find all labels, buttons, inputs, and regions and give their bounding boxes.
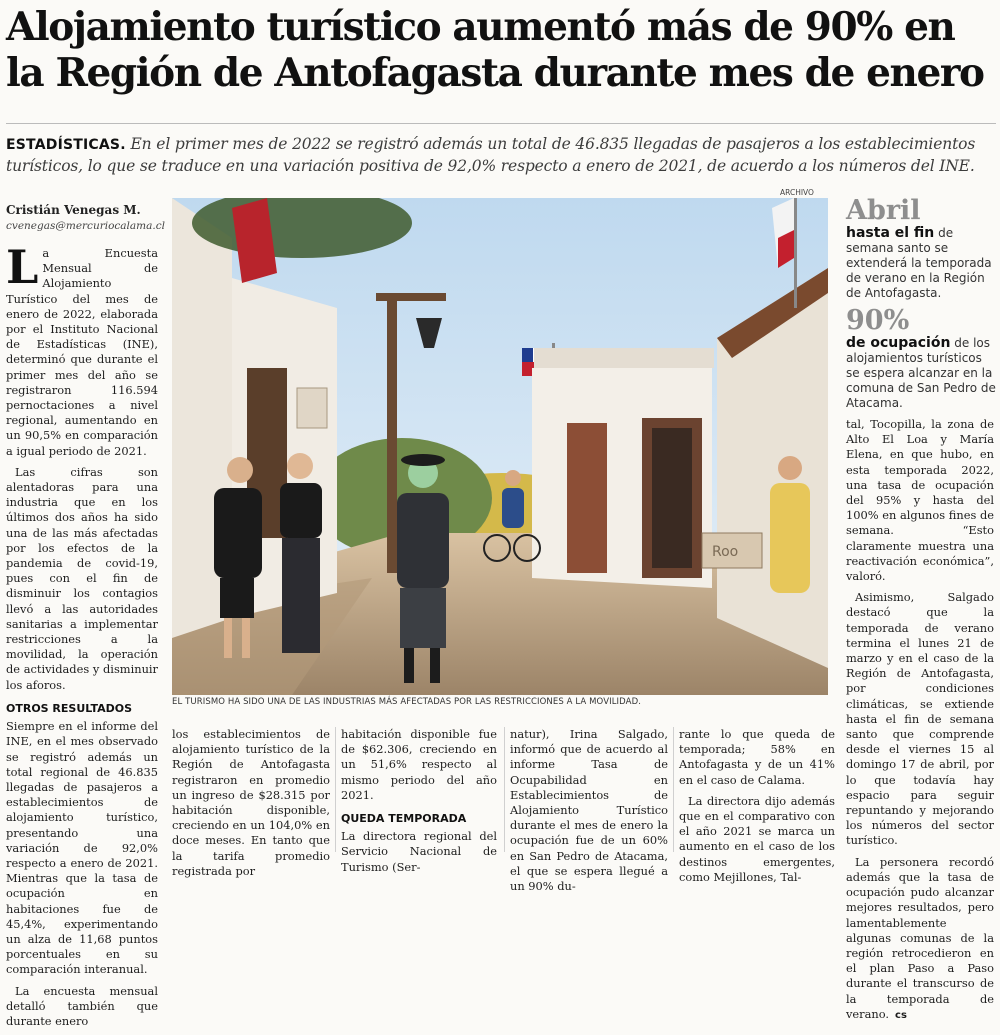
lead-paragraph xyxy=(6,134,996,177)
photo-caption: EL TURISMO HA SIDO UNA DE LAS INDUSTRIAS MÁS AFECTADAS POR LAS RESTRICCIONES A LA MOVILIDAD. xyxy=(172,697,642,707)
byline xyxy=(6,203,166,232)
photo-credit: ARCHIVO xyxy=(780,188,814,197)
body-paragraph: tal, Tocopilla, la zona de Alto El Loa y María Elena, en que hubo, en esta temporada 2022, una tasa de ocupación del 95% y hasta del 100% en algunos fines de semana. “Esto claramente muestra una reactivación económica”, valoró. xyxy=(846,417,994,584)
body-paragraph: natur), Irina Salgado, informó que de acuerdo al informe Tasa de Ocupabilidad en Establecimientos de Alojamiento Turístico durante el mes de enero la ocupación fue de un 60% en San Pedro de Atacama, el que se espera llegué a un 90% du- xyxy=(510,727,668,894)
header-divider xyxy=(6,123,996,124)
column-rule xyxy=(335,727,336,852)
subheading-queda-temporada: QUEDA TEMPORADA xyxy=(341,812,467,826)
headline: Alojamiento turístico aumentó más de 90% en la Región de Antofagasta durante mes de enero xyxy=(6,4,984,96)
body-paragraph: La directora dijo además que en el comparativo con el año 2021 se marca un aumento en el caso de los destinos emergentes, como Mejillones, Tal- xyxy=(679,793,835,884)
article-column-5 xyxy=(679,727,835,891)
fact-text: de semana santo se extenderá la temporada de verano en la Región de Antofagasta. xyxy=(846,226,992,300)
column-rule xyxy=(504,727,505,852)
article-column-2 xyxy=(172,727,330,885)
street-photo xyxy=(172,198,828,695)
body-paragraph: La Encuesta Mensual de Alojamiento Turístico del mes de enero de 2022, elaborada por el Instituto Nacional de Estadísticas (INE), determinó que durante el primer mes del año se registraron 116.594 pernoctaciones a nivel regional, aumentando en un 90,5% en comparación a igual periodo de 2021. xyxy=(6,240,158,458)
end-mark: cs xyxy=(895,1009,907,1021)
fact-big-text: Abril xyxy=(846,195,921,226)
section-kicker: ESTADÍSTICAS. xyxy=(6,137,126,153)
fact-strong-text: hasta el fin xyxy=(846,225,935,241)
column-rule xyxy=(673,727,674,852)
fact-big-text: 90% xyxy=(846,305,910,336)
fact-box-90 xyxy=(846,306,996,411)
body-paragraph: los establecimientos de alojamiento turístico de la Región de Antofagasta registraron en promedio un ingreso de $28.315 por habitación disponible, creciendo en un 104,0% en doce meses. En tanto que la tarifa promedio registrada por xyxy=(172,727,330,878)
body-paragraph: Las cifras son alentadoras para una industria que en los últimos dos años ha sido una de las más afectadas por los efectos de la pandemia de covid-19, pues con el fin de disminuir los contagios llevó a las autoridades sanitarias a implementar restricciones a la movilidad, la operación de actividades y disminuir los aforos. xyxy=(6,464,158,692)
lead-text: En el primer mes de 2022 se registró además un total de 46.835 llegadas de pasajeros a los establecimientos turísticos, lo que se traduce en una variación positiva de 92,0% respecto a enero de 2021, de acuerdo a los números del INE. xyxy=(6,135,976,175)
article-column-1 xyxy=(6,240,158,1035)
body-paragraph: habitación disponible fue de $62.306, creciendo en un 51,6% respecto al mismo periodo del año 2021. xyxy=(341,727,497,802)
article-column-4 xyxy=(510,727,668,900)
body-paragraph: La encuesta mensual detalló también que durante enero xyxy=(6,983,158,1028)
body-paragraph: Asimismo, Salgado destacó que la temporada de verano termina el lunes 21 de marzo y en el caso de la Región de Antofagasta, por condiciones climáticas, se extiende hasta el fin de semana santo que comprende desde el viernes 15 al domingo 17 de abril, por lo que todavía hay espacio para seguir repuntando y mejorando los números del sector turístico. xyxy=(846,590,994,848)
fact-strong-text: de ocupación xyxy=(846,335,951,351)
body-paragraph: rante lo que queda de temporada; 58% en Antofagasta y de un 41% en el caso de Calama. xyxy=(679,727,835,787)
shop-sign-text: Roo xyxy=(712,544,739,560)
body-paragraph: La directora regional del Servicio Nacional de Turismo (Ser- xyxy=(341,829,497,874)
author-email: cvenegas@mercuriocalama.cl xyxy=(6,220,165,232)
street-scene-illustration xyxy=(172,198,828,695)
fact-box-abril xyxy=(846,196,996,301)
body-paragraph: La personera recordó además que la tasa de ocupación pudo alcanzar mejores resultados, pero lamentablemente algunas comunas de la región retrocedieron en el plan Paso a Paso durante el transcurso de la temporada de verano. cs xyxy=(846,854,994,1021)
fact-text: de los alojamientos turísticos se espera alcanzar en la comuna de San Pedro de Atacama. xyxy=(846,336,996,410)
author-name: Cristián Venegas M. xyxy=(6,203,141,217)
body-paragraph: Siempre en el informe del INE, en el mes observado se registró además un total regional de 46.835 llegadas de pasajeros a establecimientos de alojamiento turístico, presentando una variación de 92,0% respecto a enero de 2021. Mientras que la tasa de ocupación en habitaciones fue de 45,4%, experimentando un alza de 11,68 puntos porcentuales en su comparación interanual. xyxy=(6,719,158,977)
drop-cap: L xyxy=(6,240,39,294)
article-column-3 xyxy=(341,727,497,881)
subheading-otros-resultados: OTROS RESULTADOS xyxy=(6,701,133,715)
article-column-6 xyxy=(846,417,994,1029)
